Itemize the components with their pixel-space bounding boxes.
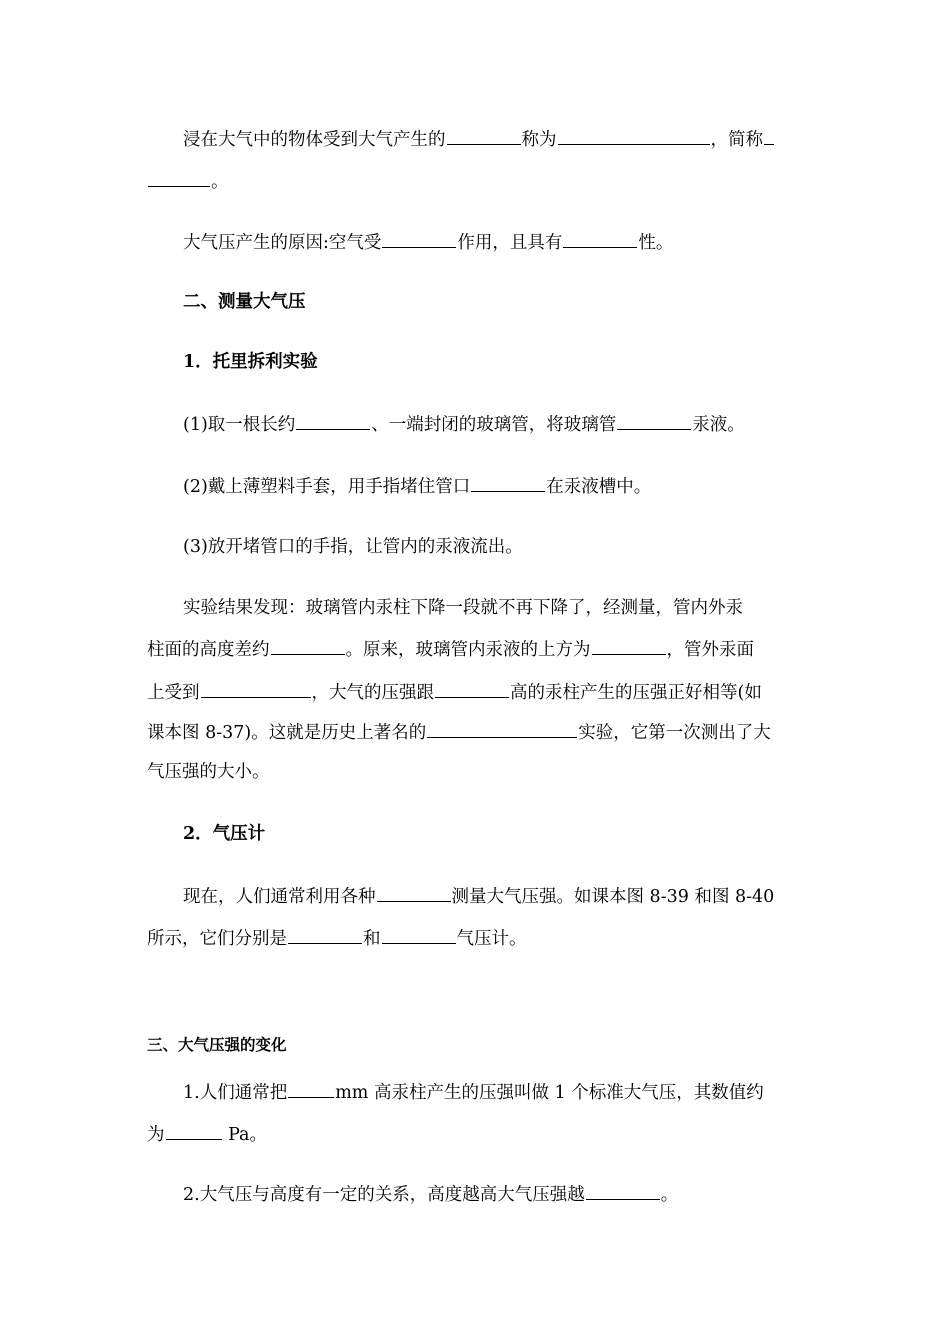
text-run: mm 高汞柱产生的压强叫做 1 个标准大气压，其数值约 bbox=[335, 1083, 764, 1103]
text-run: 。 bbox=[211, 172, 229, 192]
text-run: 和 bbox=[363, 929, 381, 949]
text-run: 称为 bbox=[521, 130, 557, 150]
fill-blank[interactable] bbox=[288, 1079, 334, 1098]
text-run: 大气压产生的原因:空气受 bbox=[183, 233, 382, 253]
fill-blank[interactable] bbox=[377, 883, 451, 902]
text-run: 测量大气压强。如课本图 8-39 和图 8-40 bbox=[451, 887, 775, 907]
result-line-2 bbox=[147, 636, 807, 662]
text-run: 浸在大气中的物体受到大气产生的 bbox=[183, 130, 446, 150]
text-run: Pa。 bbox=[222, 1125, 267, 1145]
intro-line-2 bbox=[147, 168, 807, 194]
step-3: (3)放开堵管口的手指，让管内的汞液流出。 bbox=[183, 537, 523, 557]
fill-blank[interactable] bbox=[592, 636, 666, 655]
text-run: (2)戴上薄塑料手套，用手指堵住管口 bbox=[183, 477, 471, 497]
result-line-3 bbox=[147, 679, 807, 705]
text-run: 气压计。 bbox=[456, 929, 527, 949]
text-run: 、一端封闭的玻璃管，将玻璃管 bbox=[371, 415, 617, 435]
result-line-1: 实验结果发现：玻璃管内汞柱下降一段就不再下降了，经测量，管内外汞 bbox=[183, 598, 743, 618]
fill-blank[interactable] bbox=[201, 679, 311, 698]
fill-blank[interactable] bbox=[586, 1181, 660, 1200]
text-run: 。 bbox=[660, 1185, 679, 1205]
text-run: ，大气的压强跟 bbox=[311, 683, 434, 703]
result-line-4 bbox=[147, 719, 807, 745]
text-run: 在汞液槽中。 bbox=[546, 477, 652, 497]
text-run: 2.大气压与高度有一定的关系，高度越高大气压强越 bbox=[183, 1185, 585, 1205]
fill-blank[interactable] bbox=[617, 411, 691, 430]
step-2 bbox=[183, 473, 808, 499]
subsection1-heading: 1．托里拆利实验 bbox=[183, 352, 318, 372]
text-run: 。原来，玻璃管内汞液的上方为 bbox=[345, 640, 591, 660]
question-2 bbox=[183, 1181, 808, 1207]
text-run: 作用，且具有 bbox=[457, 233, 563, 253]
fill-blank[interactable] bbox=[382, 925, 456, 944]
text-run: ，简称 bbox=[710, 130, 763, 150]
intro-line-1 bbox=[183, 126, 808, 152]
cause-line bbox=[183, 229, 808, 255]
fill-blank[interactable] bbox=[471, 473, 545, 492]
fill-blank[interactable] bbox=[558, 126, 710, 145]
fill-blank[interactable] bbox=[435, 679, 509, 698]
fill-blank[interactable] bbox=[764, 126, 774, 145]
text-run: 实验，它第一次测出了大 bbox=[578, 723, 771, 743]
text-run: 性。 bbox=[638, 233, 674, 253]
fill-blank[interactable] bbox=[148, 168, 210, 187]
text-run: 柱面的高度差约 bbox=[147, 640, 270, 660]
subsection2-heading: 2．气压计 bbox=[183, 824, 266, 844]
text-run: 汞液。 bbox=[692, 415, 745, 435]
barometer-line-2 bbox=[147, 925, 807, 951]
section3-heading: 三、大气压强的变化 bbox=[147, 1035, 287, 1054]
text-run: 课本图 8-37)。这就是历史上著名的 bbox=[147, 723, 427, 743]
fill-blank[interactable] bbox=[271, 636, 345, 655]
fill-blank[interactable] bbox=[447, 126, 521, 145]
text-run: 上受到 bbox=[147, 683, 200, 703]
text-run: 为 bbox=[147, 1125, 165, 1145]
text-run: 高的汞柱产生的压强正好相等(如 bbox=[510, 683, 762, 703]
barometer-line-1 bbox=[183, 883, 808, 909]
fill-blank[interactable] bbox=[563, 229, 637, 248]
text-run: ，管外汞面 bbox=[666, 640, 754, 660]
text-run: (1)取一根长约 bbox=[183, 415, 296, 435]
result-line-5: 气压强的大小。 bbox=[147, 762, 270, 782]
fill-blank[interactable] bbox=[427, 719, 577, 738]
text-run: 所示，它们分别是 bbox=[147, 929, 287, 949]
fill-blank[interactable] bbox=[296, 411, 370, 430]
fill-blank[interactable] bbox=[288, 925, 362, 944]
fill-blank[interactable] bbox=[382, 229, 456, 248]
section2-heading: 二、测量大气压 bbox=[183, 292, 306, 312]
question-1-line-1 bbox=[183, 1079, 808, 1105]
fill-blank[interactable] bbox=[166, 1121, 222, 1140]
question-1-line-2 bbox=[147, 1121, 807, 1147]
text-run: 现在，人们通常利用各种 bbox=[183, 887, 376, 907]
step-1 bbox=[183, 411, 808, 437]
text-run: 1.人们通常把 bbox=[183, 1083, 288, 1103]
